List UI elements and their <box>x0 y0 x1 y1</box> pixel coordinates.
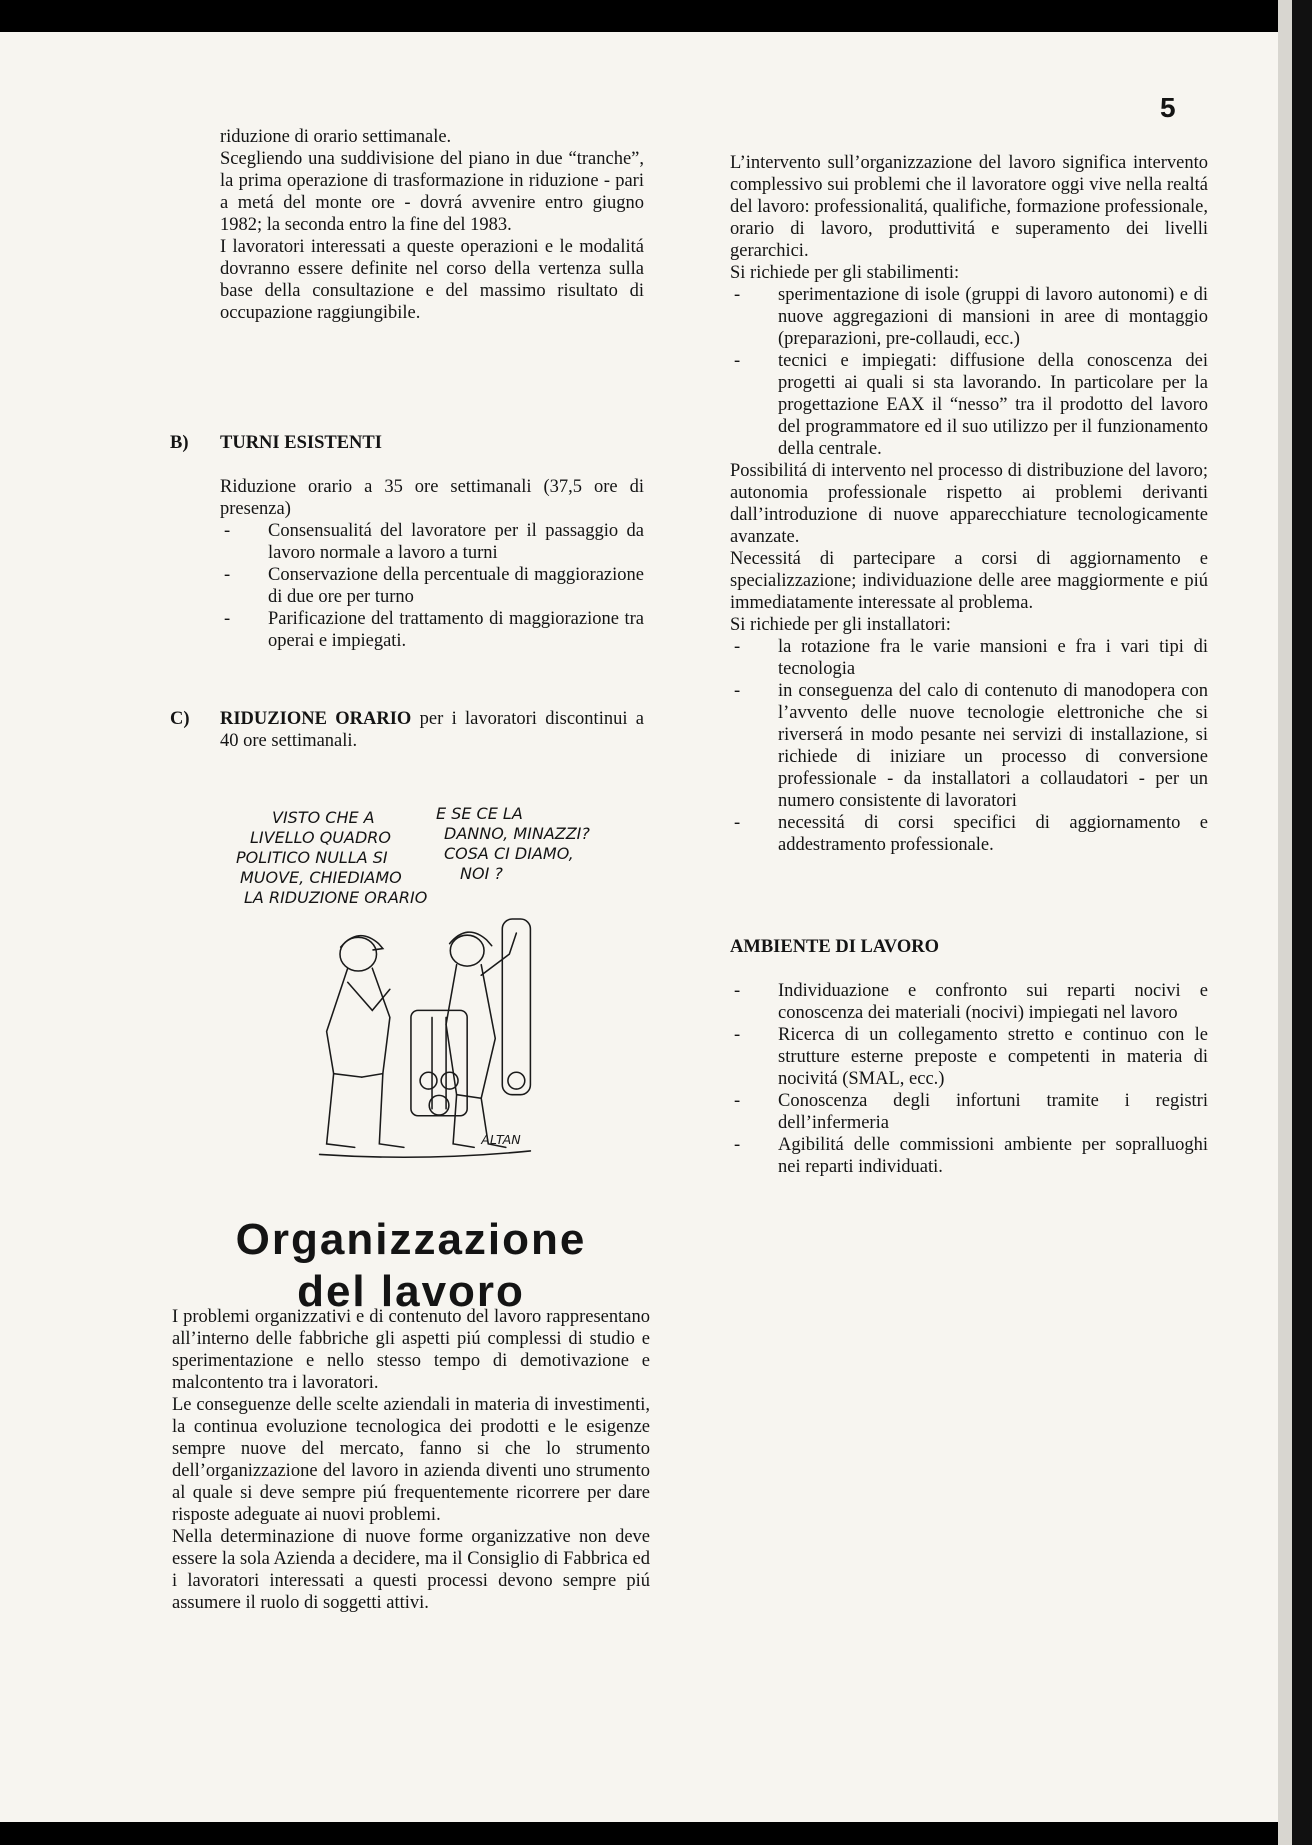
paragraph: Si richiede per gli installatori: <box>730 615 951 635</box>
balloon-line: E SE CE LA <box>436 804 523 823</box>
list-item: - Agibilitá delle commissioni ambiente per sopralluoghi nei reparti individuati. <box>730 1134 1208 1178</box>
list-item: - Conservazione della percentuale di maggiorazione di due ore per turno <box>220 564 644 608</box>
left-worker-body <box>327 968 362 1077</box>
list-item: - Conoscenza degli infortuni tramite i registri dell’infermeria <box>730 1090 1208 1134</box>
section-b-list <box>220 520 644 652</box>
balloon-line: DANNO, MINAZZI? <box>444 824 590 843</box>
paragraph: Si richiede per gli stabilimenti: <box>730 263 960 283</box>
section-title: RIDUZIONE ORARIO <box>220 709 412 729</box>
left-column-top <box>220 126 644 324</box>
left-worker-arms <box>348 982 390 1010</box>
section-c <box>170 708 645 752</box>
balloon-line: NOI ? <box>460 864 503 883</box>
section-b <box>170 432 644 652</box>
paragraph: Necessitá di partecipare a corsi di aggiornamento e specializzazione; individuazione delle aree maggiormente e piú immediatamente interessate al problema. <box>730 549 1208 613</box>
balloon-line: LIVELLO QUADRO <box>250 828 391 847</box>
stabilimenti-list <box>730 284 1208 460</box>
list-item: - in conseguenza del calo di contenuto di manodopera con l’avvento delle nuove tecnologie elettroniche che si riverserá in modo pesante nei servizi di installazione, si richiede di iniziare un processo di conversione professionale - da installatori a collaudatori - per un numero consistente di lavoratori <box>730 680 1208 812</box>
right-worker-body <box>446 965 495 1099</box>
section-title: TURNI ESISTENTI <box>220 433 382 453</box>
left-balloon <box>236 808 427 908</box>
paragraph: Le conseguenze delle scelte aziendali in materia di investimenti, la continua evoluzione tecnologica dei prodotti e le esigenze sempre nuove del mercato, fanno si che lo strumento dell’organizzazione del lavoro in azienda diventi uno strumento al quale si deve sempre piú frequentemente ricorrere per dare risposte adeguate ai nuovi problemi. <box>172 1395 650 1525</box>
section-heading <box>172 1212 650 1320</box>
paragraph: L’intervento sull’organizzazione del lavoro significa intervento complessivo sui problemi che il lavoratore oggi vive nella realtá del lavoro: professionalitá, qualifiche, formazione professionale, orario di lavoro, produttivitá e superamento dei livelli gerarchici. <box>730 153 1208 261</box>
left-worker-body-right <box>362 968 390 1077</box>
balloon-line: VISTO CHE A <box>272 808 375 827</box>
right-worker-head <box>450 935 484 966</box>
left-worker-legs <box>327 1074 404 1148</box>
balloon-line: LA RIDUZIONE ORARIO <box>244 888 428 907</box>
paragraph: riduzione di orario settimanale. <box>220 127 452 147</box>
paragraph: Nella determinazione di nuove forme organizzative non deve essere la sola Azienda a decidere, ma il Consiglio di Fabbrica ed i lavoratori interessati a questi processi devono sempre piú assumere il ruolo di soggetti attivi. <box>172 1527 650 1613</box>
right-column <box>730 152 1208 856</box>
ambiente-list <box>730 980 1208 1178</box>
paragraph: Scegliendo una suddivisione del piano in due “tranche”, la prima operazione di trasformazione in riduzione - pari a metá del monte ore - dovrá avvenire entro giugno 1982; la seconda entro la fine del 1983. <box>220 149 644 235</box>
cartoon-signature: ALTAN <box>481 1131 521 1147</box>
balloon-line: MUOVE, CHIEDIAMO <box>240 868 402 887</box>
scan-border <box>1292 0 1312 1845</box>
list-item: - Consensualitá del lavoratore per il passaggio da lavoro normale a lavoro a turni <box>220 520 644 564</box>
ambiente-section <box>730 936 1208 1178</box>
heading-line: del lavoro <box>297 1267 525 1316</box>
list-item: - sperimentazione di isole (gruppi di lavoro autonomi) e di nuove aggregazioni di mansioni in aree di montaggio (preparazioni, pre-collaudi, ecc.) <box>730 284 1208 350</box>
page-number: 5 <box>1160 92 1176 123</box>
list-item: - Parificazione del trattamento di maggiorazione tra operai e impiegati. <box>220 608 644 652</box>
section-letter: C) <box>170 709 190 729</box>
document-page <box>0 32 1278 1822</box>
list-item: - Individuazione e confronto sui reparti nocivi e conoscenza dei materiali (nocivi) impiegati nel lavoro <box>730 980 1208 1024</box>
paragraph: Possibilitá di intervento nel processo di distribuzione del lavoro; autonomia professionale rispetto ai problemi derivanti dall’introduzione di nuove apparecchiature tecnologicamente avanzate. <box>730 461 1208 547</box>
right-balloon <box>436 804 590 884</box>
list-item: - la rotazione fra le varie mansioni e fra i vari tipi di tecnologia <box>730 636 1208 680</box>
balloon-line: COSA CI DIAMO, <box>444 844 574 863</box>
balloon-line: POLITICO NULLA SI <box>236 848 388 867</box>
section-letter: B) <box>170 433 189 453</box>
installatori-list <box>730 636 1208 856</box>
machine <box>411 1010 467 1115</box>
tall-machine <box>502 919 530 1095</box>
list-item: - Ricerca di un collegamento stretto e continuo con le strutture esterne preposte e competenti in materia di nocivitá (SMAL, ecc.) <box>730 1024 1208 1090</box>
paragraph: I problemi organizzativi e di contenuto del lavoro rappresentano all’interno delle fabbriche gli aspetti piú complessi di studio e sperimentazione e nello stesso tempo di demotivazione e malcontento tra i lavoratori. <box>172 1307 650 1393</box>
section-text: per i lavoratori discontinui a 40 ore settimanali. <box>220 709 645 751</box>
section-intro: Riduzione orario a 35 ore settimanali (37,5 ore di presenza) <box>220 477 644 519</box>
ground-line <box>320 1151 531 1157</box>
machine-wheel <box>508 1072 525 1089</box>
paragraph: I lavoratori interessati a queste operazioni e le modalitá dovranno essere definite nel corso della vertenza sulla base della consultazione e del massimo risultato di occupazione raggiungibile. <box>220 237 644 323</box>
list-item: - necessitá di corsi specifici di aggiornamento e addestramento professionale. <box>730 812 1208 856</box>
organizzazione-text <box>172 1306 650 1614</box>
machine-wheel <box>420 1072 437 1089</box>
list-item: - tecnici e impiegati: diffusione della conoscenza dei progetti ai quali si sta lavorando. In particolare per la progettazione EAX il “nesso” tra il prodotto del lavoro del programmatore ed il suo utilizzo per il funzionamento della centrale. <box>730 350 1208 460</box>
heading-line: Organizzazione <box>235 1215 587 1264</box>
section-title: AMBIENTE DI LAVORO <box>730 937 939 957</box>
cartoon-drawing <box>260 912 590 1172</box>
